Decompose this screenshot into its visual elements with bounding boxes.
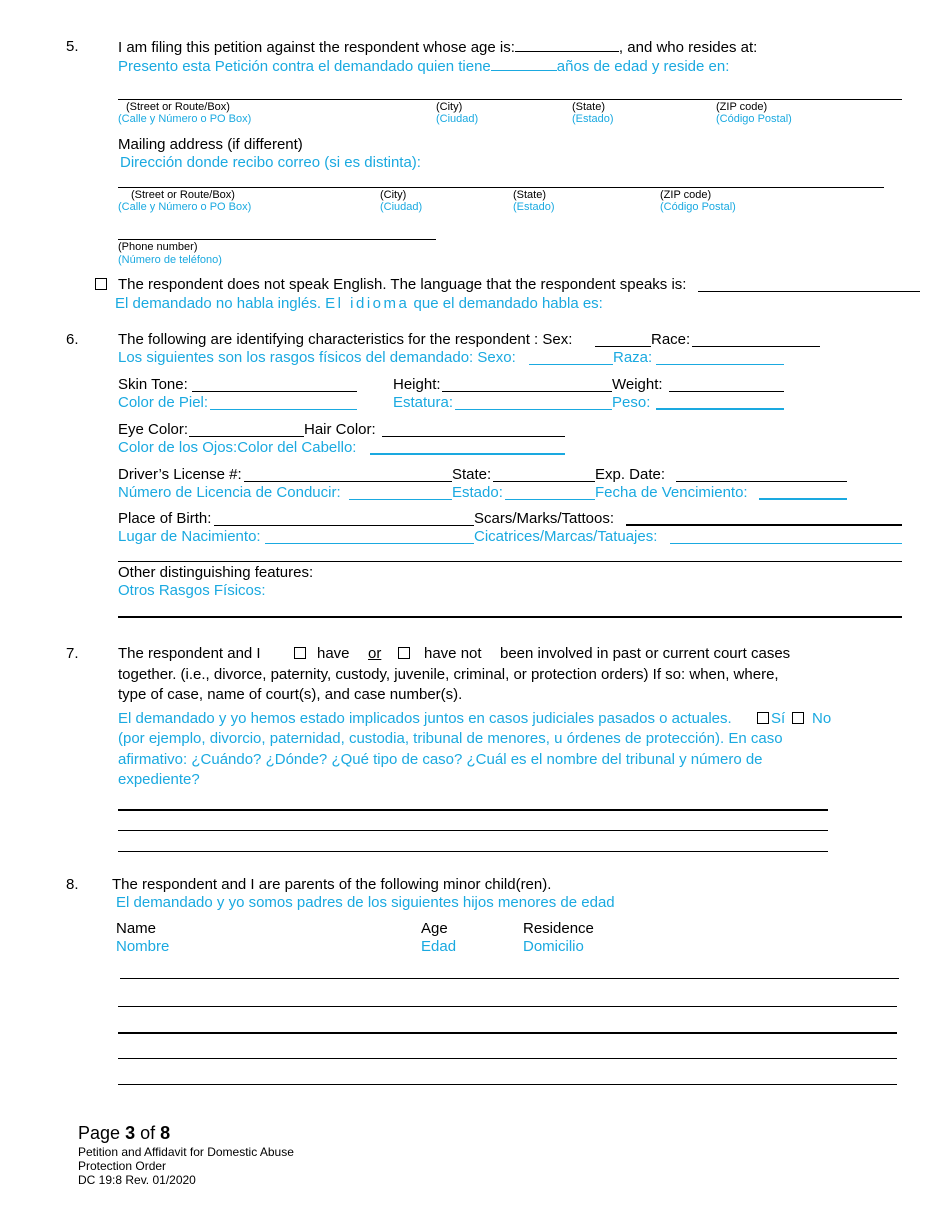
mail-state-label: (State) (513, 189, 547, 201)
dl-state-field[interactable] (493, 481, 595, 482)
zip-label: (ZIP code) (716, 101, 768, 113)
scars-line-es (670, 543, 902, 544)
court-cases-field-3[interactable] (118, 851, 828, 852)
s5-statement-es: Presento esta Petición contra el demandado quien tiene años de edad y reside en: (118, 58, 730, 75)
weight-line-es (656, 408, 784, 410)
language-statement-es: El demandado no habla inglés. El idioma que el demandado habla es: (115, 295, 603, 312)
child-row-4[interactable] (118, 1058, 897, 1059)
race-field[interactable] (692, 346, 820, 347)
residence-column-header-es: Domicilio (523, 938, 584, 955)
height-label: Height: (393, 376, 441, 393)
eye-hair-label-es: Color de los Ojos:Color del Cabello: (118, 439, 357, 456)
drivers-license-field[interactable] (244, 481, 452, 482)
section-6-number: 6. (66, 331, 79, 348)
place-of-birth-label: Place of Birth: (118, 510, 212, 527)
mail-street-label-es: (Calle y Número o PO Box) (118, 201, 252, 213)
age-field[interactable] (515, 38, 619, 52)
weight-label-es: Peso: (612, 394, 651, 411)
street-label: (Street or Route/Box) (126, 101, 230, 113)
eye-color-field[interactable] (189, 436, 304, 437)
court-cases-es-line3: afirmativo: ¿Cuándo? ¿Dónde? ¿Qué tipo de caso? ¿Cuál es el nombre del tribunal y número de (118, 751, 763, 768)
residence-address-field[interactable] (118, 99, 902, 100)
city-label: (City) (436, 101, 463, 113)
other-features-label-es: Otros Rasgos Físicos: (118, 582, 266, 599)
dl-state-label-es: Estado: (452, 484, 503, 501)
s5-statement: I am filing this petition against the respondent whose age is: , and who resides at: (118, 39, 758, 56)
phone-label: (Phone number) (118, 241, 198, 253)
zip-label-es: (Código Postal) (716, 113, 792, 125)
mailing-address-label: Mailing address (if different) (118, 136, 303, 153)
name-column-header: Name (116, 920, 157, 937)
have-checkbox[interactable] (294, 647, 306, 659)
language-statement: The respondent does not speak English. The language that the respondent speaks is: (118, 276, 687, 293)
court-cases-field-1[interactable] (118, 809, 828, 811)
children-statement-es: El demandado y yo somos padres de los siguientes hijos menores de edad (116, 894, 615, 911)
page-indicator: Page 3 of 8 (78, 1123, 171, 1143)
no-checkbox[interactable] (792, 712, 804, 724)
state-label-es: (Estado) (572, 113, 614, 125)
child-row-5[interactable] (118, 1084, 897, 1085)
place-of-birth-label-es: Lugar de Nacimiento: (118, 528, 261, 545)
city-label-es: (Ciudad) (436, 113, 479, 125)
hair-line-es (370, 453, 565, 455)
section-5-number: 5. (66, 38, 79, 55)
race-line-es (656, 364, 784, 365)
pob-line-es (265, 543, 474, 544)
mailing-address-label-es: Dirección donde recibo correo (si es distinta): (120, 154, 421, 171)
mail-street-label: (Street or Route/Box) (131, 189, 235, 201)
height-line-es (455, 409, 612, 410)
footer-title-line1: Petition and Affidavit for Domestic Abuse (78, 1145, 294, 1159)
court-cases-es-line4: expediente? (118, 771, 200, 788)
phone-label-es: (Número de teléfono) (118, 254, 222, 266)
hair-color-label: Hair Color: (304, 421, 376, 438)
eye-color-label: Eye Color: (118, 421, 189, 438)
residence-column-header: Residence (523, 920, 594, 937)
children-statement: The respondent and I are parents of the following minor child(ren). (112, 876, 552, 893)
have-not-checkbox[interactable] (398, 647, 410, 659)
drivers-license-label: Driver’s License #: (118, 466, 242, 483)
no-english-checkbox[interactable] (95, 278, 107, 290)
section-8-number: 8. (66, 876, 79, 893)
exp-date-label: Exp. Date: (595, 466, 666, 483)
state-label: (State) (572, 101, 606, 113)
child-row-1[interactable] (120, 978, 899, 979)
dl-state-label: State: (452, 466, 492, 483)
skin-tone-field[interactable] (192, 391, 357, 392)
hair-color-field[interactable] (382, 436, 565, 437)
street-label-es: (Calle y Número o PO Box) (118, 113, 252, 125)
dl-line-es (349, 499, 452, 500)
scars-field[interactable] (626, 524, 902, 526)
have-label: have (317, 645, 350, 662)
child-row-3[interactable] (118, 1032, 897, 1034)
mail-zip-label-es: (Código Postal) (660, 201, 736, 213)
footer-title-line2: Protection Order (78, 1159, 167, 1173)
mail-zip-label: (ZIP code) (660, 189, 712, 201)
mail-city-label-es: (Ciudad) (380, 201, 423, 213)
mail-state-label-es: (Estado) (513, 201, 555, 213)
footer-form-code: DC 19:8 Rev. 01/2020 (78, 1173, 196, 1187)
or-label: or (368, 645, 382, 662)
si-label: Sí (771, 710, 786, 727)
skin-tone-label: Skin Tone: (118, 376, 188, 393)
weight-label: Weight: (612, 376, 663, 393)
drivers-license-label-es: Número de Licencia de Conducir: (118, 484, 341, 501)
height-label-es: Estatura: (393, 394, 454, 411)
sex-line-es (529, 364, 613, 365)
have-not-label: have not (424, 645, 482, 662)
scars-label-es: Cicatrices/Marcas/Tatuajes: (474, 528, 658, 545)
no-label: No (812, 710, 832, 727)
exp-line-es (759, 498, 847, 500)
scars-label: Scars/Marks/Tattoos: (474, 510, 615, 527)
name-column-header-es: Nombre (116, 938, 170, 955)
mail-city-label: (City) (380, 189, 407, 201)
raza-label: Raza: (613, 349, 653, 366)
divider-line (118, 561, 902, 562)
age-column-header: Age (421, 920, 448, 937)
place-of-birth-field[interactable] (214, 525, 474, 526)
court-cases-line3: type of case, name of court(s), and case number(s). (118, 686, 463, 703)
court-cases-line1: been involved in past or current court cases (500, 645, 791, 662)
court-cases-field-2[interactable] (118, 830, 828, 831)
phone-field[interactable] (118, 239, 436, 240)
section-7-number: 7. (66, 645, 79, 662)
court-cases-intro: The respondent and I (118, 645, 261, 662)
characteristics-statement-es: Los siguientes son los rasgos físicos del demandado: Sexo: (118, 349, 516, 366)
other-features-field[interactable] (118, 616, 902, 618)
court-cases-line2: together. (i.e., divorce, paternity, custody, juvenile, criminal, or protection orders) If so: when, where, (118, 666, 779, 683)
weight-field[interactable] (669, 391, 784, 392)
child-row-2[interactable] (118, 1006, 897, 1007)
language-field[interactable] (698, 291, 920, 292)
age-column-header-es: Edad (421, 938, 457, 955)
other-features-label: Other distinguishing features: (118, 564, 314, 581)
exp-date-field[interactable] (676, 481, 847, 482)
skin-tone-label-es: Color de Piel: (118, 394, 209, 411)
mailing-address-field[interactable] (118, 187, 884, 188)
exp-date-label-es: Fecha de Vencimiento: (595, 484, 748, 501)
height-field[interactable] (442, 391, 612, 392)
skin-line-es (210, 409, 357, 410)
sex-field[interactable] (595, 346, 651, 347)
court-cases-es-line2: (por ejemplo, divorcio, paternidad, custodia, tribunal de menores, u órdenes de protección). En caso (118, 730, 783, 747)
characteristics-statement: The following are identifying characteristics for the respondent : Sex: (118, 331, 573, 348)
dl-state-line-es (505, 499, 595, 500)
court-cases-es-line1: El demandado y yo hemos estado implicados juntos en casos judiciales pasados o actuales. (118, 710, 732, 727)
si-checkbox[interactable] (757, 712, 769, 724)
race-label: Race: (651, 331, 691, 348)
